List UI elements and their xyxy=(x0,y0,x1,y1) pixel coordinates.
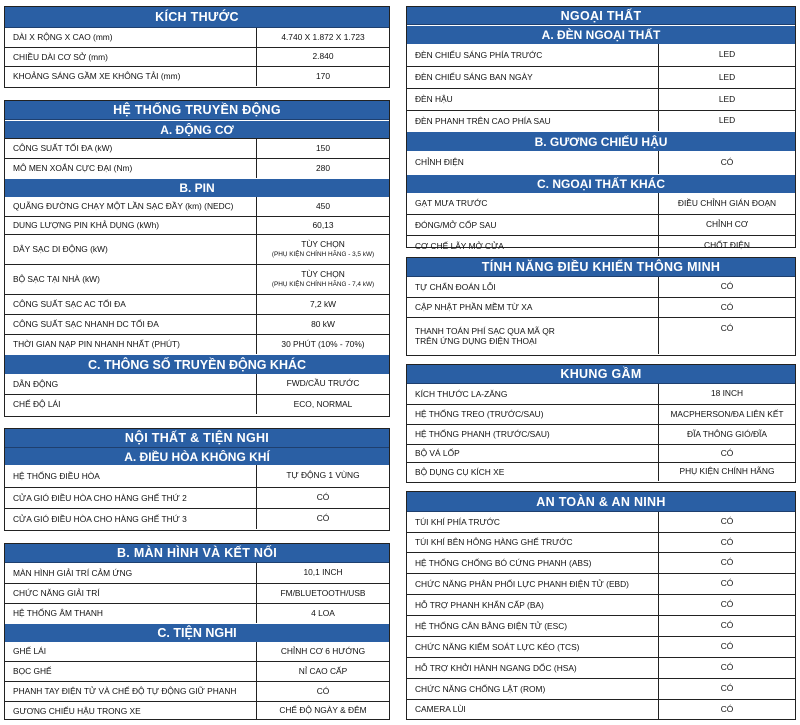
table-row xyxy=(407,678,795,699)
row-value: CÓ xyxy=(720,536,734,547)
row-label: CÔNG SUẤT SẠC NHANH DC TỐI ĐA xyxy=(5,315,257,334)
row-value: CÓ xyxy=(720,703,734,714)
section-title: KHUNG GẦM xyxy=(407,365,795,384)
row-label: GƯƠNG CHIẾU HẬU TRONG XE xyxy=(5,702,257,720)
table-row xyxy=(407,317,795,354)
table-row xyxy=(407,44,795,66)
row-label: TÚI KHÍ PHÍA TRƯỚC xyxy=(407,512,659,532)
row-value: CHỈNH CƠ 6 HƯỚNG xyxy=(280,645,366,656)
table-row xyxy=(5,642,389,661)
row-label: HỆ THỐNG ÂM THANH xyxy=(5,604,257,623)
table-row xyxy=(407,110,795,131)
row-label: THỜI GIAN NẠP PIN NHANH NHẤT (PHÚT) xyxy=(5,335,257,354)
table-row xyxy=(5,563,389,583)
row-label: ĐÈN PHANH TRÊN CAO PHÍA SAU xyxy=(407,111,659,131)
row-label: CAMERA LÙI xyxy=(407,700,659,719)
section-truyen-dong xyxy=(4,100,390,417)
subsection-title: C. NGOẠI THẤT KHÁC xyxy=(407,174,795,193)
section-man-hinh xyxy=(4,543,390,720)
row-value: CÓ xyxy=(316,685,330,696)
row-value: 80 kW xyxy=(311,318,335,329)
row-value: 7,2 kW xyxy=(309,298,337,309)
row-value: ECO, NORMAL xyxy=(293,398,353,409)
row-value: CÓ xyxy=(720,323,734,333)
row-value: CÓ xyxy=(720,683,734,694)
row-label: HỆ THỐNG TREO (TRƯỚC/SAU) xyxy=(407,405,659,424)
table-row xyxy=(5,264,389,294)
section-an-toan xyxy=(406,491,796,720)
table-row xyxy=(407,214,795,235)
row-value: NỈ CAO CẤP xyxy=(298,665,348,676)
table-row xyxy=(407,462,795,481)
section-title: HỆ THỐNG TRUYỀN ĐỘNG xyxy=(5,101,389,120)
table-row xyxy=(5,314,389,334)
row-value: CÓ xyxy=(720,301,734,312)
row-value xyxy=(257,235,389,264)
row-value: ĐIỀU CHỈNH GIÁN ĐOẠN xyxy=(677,197,777,208)
row-label: BỘ VÁ LỐP xyxy=(407,445,659,462)
row-label: HỆ THỐNG ĐIỀU HÒA xyxy=(5,465,257,487)
section-title: AN TOÀN & AN NINH xyxy=(407,492,795,512)
row-label: HỖ TRỢ PHANH KHẨN CẤP (BA) xyxy=(407,595,659,615)
row-value: LED xyxy=(718,49,736,60)
row-value: FM/BLUETOOTH/USB xyxy=(280,587,366,598)
section-title: KÍCH THƯỚC xyxy=(5,7,389,28)
row-label xyxy=(407,318,659,354)
subsection-title: C. THÔNG SỐ TRUYỀN ĐỘNG KHÁC xyxy=(5,354,389,374)
row-label: TỰ CHẨN ĐOÁN LỖI xyxy=(407,277,659,297)
table-row xyxy=(5,394,389,414)
row-label: GẠT MƯA TRƯỚC xyxy=(407,193,659,214)
subsection-title: C. TIỆN NGHI xyxy=(5,623,389,642)
row-value: 450 xyxy=(316,200,330,211)
row-value: LED xyxy=(718,115,736,126)
row-value: 60,13 xyxy=(312,219,334,230)
row-value: ĐĨA THÔNG GIÓ/ĐĨA xyxy=(687,428,767,439)
row-label: CHẾ ĐỘ LÁI xyxy=(5,395,257,414)
value-note: (PHỤ KIỆN CHÍNH HÃNG - 7,4 kW) xyxy=(271,281,375,289)
table-row xyxy=(5,66,389,86)
value-main: TÙY CHỌN xyxy=(301,239,345,250)
row-value: 4.740 X 1.872 X 1.723 xyxy=(281,31,365,42)
row-label: DẪN ĐỘNG xyxy=(5,374,257,394)
row-label: HỆ THỐNG PHANH (TRƯỚC/SAU) xyxy=(407,425,659,444)
table-row xyxy=(5,487,389,508)
table-row xyxy=(407,235,795,256)
table-row xyxy=(407,444,795,462)
row-label: GHẾ LÁI xyxy=(5,642,257,661)
row-label: CHỈNH ĐIỆN xyxy=(407,151,659,174)
row-value: LED xyxy=(718,93,736,104)
row-value: CÓ xyxy=(316,492,330,503)
row-label: CHỨC NĂNG PHÂN PHỐI LỰC PHANH ĐIỆN TỬ (EBD) xyxy=(407,574,659,594)
row-value: 18 INCH xyxy=(710,388,744,399)
row-value: CÓ xyxy=(720,516,734,527)
table-row xyxy=(407,594,795,615)
row-value: CÓ xyxy=(720,599,734,610)
row-value: CHẾ ĐỘ NGÀY & ĐÊM xyxy=(279,705,367,716)
table-row xyxy=(407,151,795,174)
row-label: ĐÈN HẬU xyxy=(407,89,659,110)
row-label: BỘ SẠC TẠI NHÀ (kW) xyxy=(5,265,257,294)
row-value: 30 PHÚT (10% - 70%) xyxy=(281,338,365,349)
row-value xyxy=(257,265,389,294)
row-value: 150 xyxy=(316,142,330,153)
row-label: CẬP NHẬT PHẦN MỀM TỪ XA xyxy=(407,298,659,317)
row-value: CÓ xyxy=(720,281,734,292)
table-row xyxy=(407,277,795,297)
section-title: TÍNH NĂNG ĐIỀU KHIỂN THÔNG MINH xyxy=(407,258,795,277)
row-value: TỰ ĐỘNG 1 VÙNG xyxy=(286,470,360,481)
row-value: 2.840 xyxy=(312,51,334,62)
row-value: CÓ xyxy=(316,513,330,524)
value-main: TÙY CHỌN xyxy=(301,269,345,280)
row-label: ĐÈN CHIẾU SÁNG PHÍA TRƯỚC xyxy=(407,44,659,66)
row-label: ĐÈN CHIẾU SÁNG BAN NGÀY xyxy=(407,67,659,88)
row-label: CƠ CHẾ LẪY MỞ CỬA xyxy=(407,236,659,256)
table-row xyxy=(407,552,795,573)
table-row xyxy=(5,583,389,603)
table-row xyxy=(5,661,389,681)
row-value: CÓ xyxy=(720,662,734,673)
row-label: DÀI X RỘNG X CAO (mm) xyxy=(5,28,257,47)
row-label: QUÃNG ĐƯỜNG CHẠY MỘT LẦN SẠC ĐẦY (km) (NEDC) xyxy=(5,197,257,216)
section-khung-gam xyxy=(406,364,796,483)
row-label: CÔNG SUẤT TỐI ĐA (kW) xyxy=(5,139,257,158)
table-row xyxy=(407,404,795,424)
row-value: PHỤ KIỆN CHÍNH HÃNG xyxy=(679,466,775,477)
section-title: B. MÀN HÌNH VÀ KẾT NỐI xyxy=(5,544,389,563)
row-value: CÓ xyxy=(720,620,734,631)
table-row xyxy=(5,603,389,623)
row-label: MÀN HÌNH GIẢI TRÍ CẢM ỨNG xyxy=(5,563,257,583)
table-row xyxy=(5,294,389,314)
table-row xyxy=(407,66,795,88)
table-row xyxy=(5,158,389,178)
row-label: HỖ TRỢ KHỞI HÀNH NGANG DỐC (HSA) xyxy=(407,658,659,678)
row-label: CHIỀU DÀI CƠ SỞ (mm) xyxy=(5,48,257,66)
section-noi-that xyxy=(4,428,390,531)
row-label-line1: THANH TOÁN PHÍ SẠC QUA MÃ QR xyxy=(415,325,555,336)
row-label: CHỨC NĂNG CHỐNG LẬT (ROM) xyxy=(407,679,659,699)
table-row xyxy=(5,234,389,264)
subsection-title: A. ĐIỀU HÒA KHÔNG KHÍ xyxy=(5,448,389,465)
row-label: DÂY SẠC DI ĐỘNG (kW) xyxy=(5,235,257,264)
table-row xyxy=(407,297,795,317)
row-value: 4 LOA xyxy=(311,607,335,618)
table-row xyxy=(407,512,795,532)
row-label: HỆ THỐNG CHỐNG BÓ CỨNG PHANH (ABS) xyxy=(407,553,659,573)
row-value: CHỈNH CƠ xyxy=(705,219,749,230)
table-row xyxy=(407,699,795,719)
table-row xyxy=(407,615,795,636)
row-label: BỌC GHẾ xyxy=(5,662,257,681)
table-row xyxy=(407,193,795,214)
table-row xyxy=(407,88,795,110)
row-value: 170 xyxy=(316,70,330,81)
row-value: CÓ xyxy=(720,641,734,652)
row-label: HỆ THỐNG CÂN BẰNG ĐIỆN TỬ (ESC) xyxy=(407,616,659,636)
row-label: PHANH TAY ĐIỆN TỬ VÀ CHẾ ĐỘ TỰ ĐỘNG GIỮ PHANH xyxy=(5,682,257,701)
section-ngoai-that xyxy=(406,6,796,251)
row-value: CÓ xyxy=(720,557,734,568)
table-row xyxy=(5,701,389,720)
table-row xyxy=(407,424,795,444)
row-value: 10,1 INCH xyxy=(303,567,343,578)
row-label: ĐÓNG/MỞ CỐP SAU xyxy=(407,215,659,235)
table-row xyxy=(5,216,389,234)
table-row xyxy=(407,657,795,678)
row-value: LED xyxy=(718,71,736,82)
row-label: CỬA GIÓ ĐIỀU HÒA CHO HÀNG GHẾ THỨ 2 xyxy=(5,488,257,508)
subsection-title: A. ĐÈN NGOẠI THẤT xyxy=(407,25,795,44)
subsection-title: B. GƯƠNG CHIẾU HẬU xyxy=(407,131,795,151)
row-label: MÔ MEN XOẮN CỰC ĐẠI (Nm) xyxy=(5,159,257,178)
table-row xyxy=(5,28,389,47)
section-title: NỘI THẤT & TIỆN NGHI xyxy=(5,429,389,448)
row-value: CÓ xyxy=(720,578,734,589)
table-row xyxy=(407,636,795,657)
table-row xyxy=(5,508,389,529)
section-dieu-khien xyxy=(406,257,796,356)
subsection-title: B. PIN xyxy=(5,178,389,197)
row-value: MACPHERSON/ĐA LIÊN KẾT xyxy=(670,408,784,419)
row-label: KÍCH THƯỚC LA-ZĂNG xyxy=(407,384,659,404)
row-label: CHỨC NĂNG GIẢI TRÍ xyxy=(5,584,257,603)
row-value: CÓ xyxy=(720,156,734,167)
table-row xyxy=(5,138,389,158)
row-label: CHỨC NĂNG KIỂM SOÁT LỰC KÉO (TCS) xyxy=(407,637,659,657)
row-value: CHỐT ĐIỆN xyxy=(704,240,750,251)
value-note: (PHỤ KIỆN CHÍNH HÃNG - 3,5 kW) xyxy=(271,251,375,259)
row-label: KHOẢNG SÁNG GẦM XE KHÔNG TẢI (mm) xyxy=(5,67,257,86)
section-kich-thuoc xyxy=(4,6,390,88)
row-label-line2: TRÊN ỨNG DỤNG ĐIỆN THOẠI xyxy=(415,336,537,346)
row-value: CÓ xyxy=(720,447,734,458)
row-value: 280 xyxy=(316,162,330,173)
table-row xyxy=(5,681,389,701)
table-row xyxy=(407,532,795,552)
table-row xyxy=(5,374,389,394)
table-row xyxy=(5,465,389,487)
table-row xyxy=(407,384,795,404)
row-label: BỘ DỤNG CỤ KÍCH XE xyxy=(407,463,659,481)
table-row xyxy=(5,334,389,354)
section-title: NGOẠI THẤT xyxy=(407,7,795,25)
row-label: CỬA GIÓ ĐIỀU HÒA CHO HÀNG GHẾ THỨ 3 xyxy=(5,509,257,529)
row-value: FWD/CẦU TRƯỚC xyxy=(286,378,360,389)
table-row xyxy=(407,573,795,594)
row-label: CÔNG SUẤT SẠC AC TỐI ĐA xyxy=(5,295,257,314)
row-label: TÚI KHÍ BÊN HÔNG HÀNG GHẾ TRƯỚC xyxy=(407,533,659,552)
row-label: DUNG LƯỢNG PIN KHẢ DỤNG (kWh) xyxy=(5,217,257,234)
table-row xyxy=(5,47,389,66)
table-row xyxy=(5,197,389,216)
subsection-title: A. ĐỘNG CƠ xyxy=(5,120,389,138)
